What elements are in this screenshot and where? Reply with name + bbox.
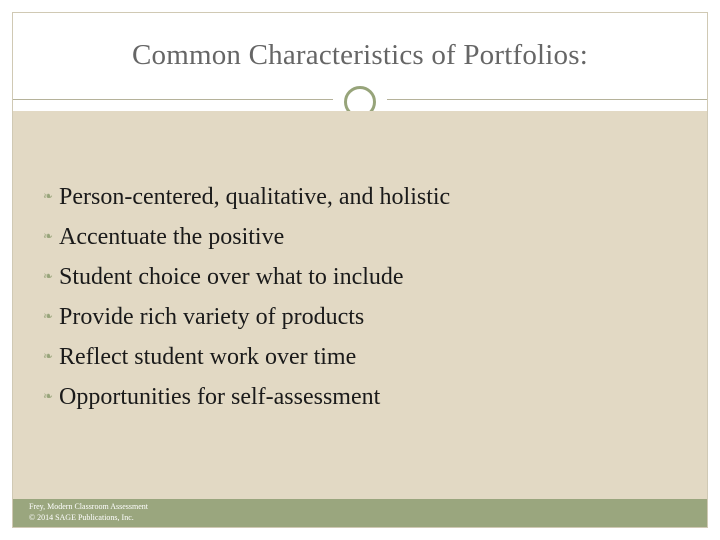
- leaf-bullet-icon: ❧: [43, 309, 54, 323]
- content-area: [13, 111, 707, 499]
- bullet-text: Accentuate the positive: [59, 224, 285, 250]
- leaf-bullet-icon: ❧: [43, 189, 54, 203]
- slide-frame: [12, 12, 708, 528]
- bullet-item: [43, 217, 450, 257]
- leaf-bullet-icon: ❧: [43, 229, 54, 243]
- bullet-text: Reflect student work over time: [59, 344, 357, 370]
- bullet-text: Opportunities for self-assessment: [59, 384, 381, 410]
- bullet-list: [43, 177, 450, 417]
- title-divider-left: [13, 99, 333, 100]
- leaf-bullet-icon: ❧: [43, 389, 54, 403]
- bullet-text: Provide rich variety of products: [59, 304, 365, 330]
- bullet-text: Person-centered, qualitative, and holistic: [59, 184, 451, 210]
- bullet-item: [43, 377, 450, 417]
- bullet-item: [43, 257, 450, 297]
- title-area: [13, 13, 707, 103]
- footer-line-2: © 2014 SAGE Publications, Inc.: [29, 513, 134, 522]
- bullet-text: Student choice over what to include: [59, 264, 404, 290]
- bullet-item: [43, 177, 450, 217]
- slide-title: Common Characteristics of Portfolios:: [131, 39, 589, 71]
- bullet-item: [43, 297, 450, 337]
- bullet-item: [43, 337, 450, 377]
- footer-citation: [29, 501, 148, 523]
- footer-line-1: Frey, Modern Classroom Assessment: [29, 502, 149, 511]
- leaf-bullet-icon: ❧: [43, 269, 54, 283]
- title-divider-right: [387, 99, 707, 100]
- leaf-bullet-icon: ❧: [43, 349, 54, 363]
- footer-bar: [13, 499, 707, 527]
